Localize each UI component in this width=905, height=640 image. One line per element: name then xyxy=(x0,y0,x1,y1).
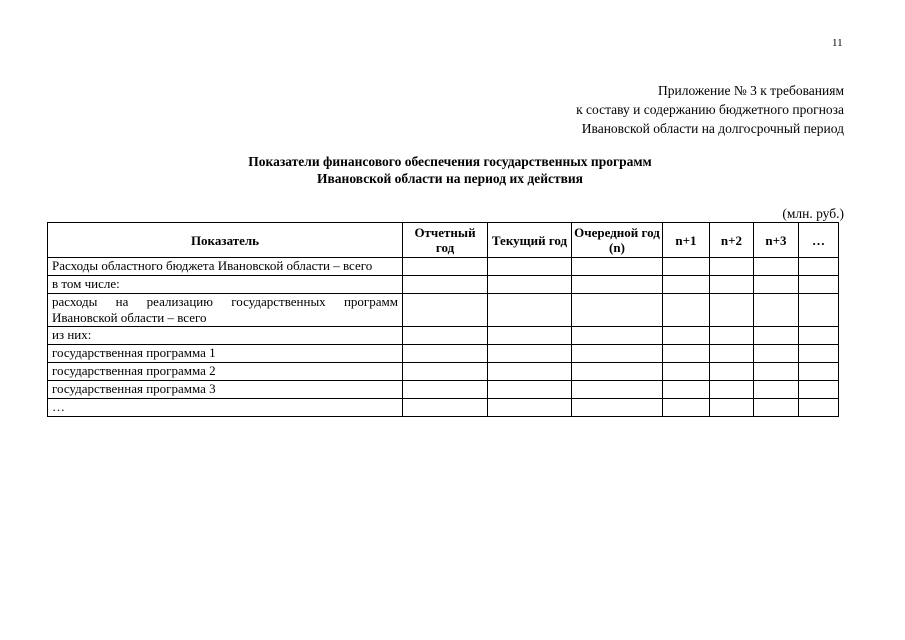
header-next-year: Очередной год (n) xyxy=(572,223,663,258)
cell xyxy=(799,294,839,327)
table-row xyxy=(48,345,839,363)
appendix-line-2: к составу и содержанию бюджетного прогноза xyxy=(576,102,844,117)
row-indicator: расходы на реализацию государственных программ Ивановской области – всего xyxy=(48,294,403,327)
table-row xyxy=(48,363,839,381)
cell xyxy=(710,399,754,417)
header-n-plus-2: n+2 xyxy=(710,223,754,258)
cell xyxy=(710,363,754,381)
table-row xyxy=(48,294,839,327)
cell xyxy=(572,294,663,327)
cell xyxy=(754,381,799,399)
cell xyxy=(754,276,799,294)
appendix-note xyxy=(444,81,844,138)
cell xyxy=(710,276,754,294)
cell xyxy=(572,258,663,276)
row-indicator: в том числе: xyxy=(48,276,403,294)
indicators-table xyxy=(47,222,839,417)
cell xyxy=(403,381,488,399)
cell xyxy=(488,399,572,417)
table-row xyxy=(48,399,839,417)
cell xyxy=(754,327,799,345)
cell xyxy=(754,345,799,363)
cell xyxy=(799,381,839,399)
cell xyxy=(663,258,710,276)
cell xyxy=(488,345,572,363)
row-indicator: государственная программа 1 xyxy=(48,345,403,363)
row-indicator: государственная программа 2 xyxy=(48,363,403,381)
title-line-2: Ивановской области на период их действия xyxy=(317,171,583,186)
cell xyxy=(488,258,572,276)
row-indicator: из них: xyxy=(48,327,403,345)
appendix-line-3: Ивановской области на долгосрочный период xyxy=(581,121,844,136)
cell xyxy=(710,381,754,399)
table-row xyxy=(48,276,839,294)
table-row xyxy=(48,327,839,345)
page-number: 11 xyxy=(832,37,843,49)
cell xyxy=(754,363,799,381)
header-etc: … xyxy=(799,223,839,258)
table-header-row xyxy=(48,223,839,258)
cell xyxy=(572,327,663,345)
cell xyxy=(572,345,663,363)
cell xyxy=(710,258,754,276)
cell xyxy=(754,399,799,417)
cell xyxy=(403,399,488,417)
cell xyxy=(403,345,488,363)
cell xyxy=(663,327,710,345)
header-n-plus-3: n+3 xyxy=(754,223,799,258)
units-label: (млн. руб.) xyxy=(782,206,844,221)
cell xyxy=(572,276,663,294)
row-indicator: … xyxy=(48,399,403,417)
header-n-plus-1: n+1 xyxy=(663,223,710,258)
title-line-1: Показатели финансового обеспечения государственных программ xyxy=(248,154,652,169)
cell xyxy=(572,399,663,417)
cell xyxy=(663,276,710,294)
table-row xyxy=(48,381,839,399)
cell xyxy=(799,276,839,294)
cell xyxy=(488,381,572,399)
cell xyxy=(663,363,710,381)
cell xyxy=(799,399,839,417)
cell xyxy=(663,399,710,417)
header-indicator: Показатель xyxy=(48,223,403,258)
cell xyxy=(663,381,710,399)
cell xyxy=(754,258,799,276)
cell xyxy=(799,345,839,363)
table-row xyxy=(48,258,839,276)
row-indicator: государственная программа 3 xyxy=(48,381,403,399)
cell xyxy=(403,327,488,345)
cell xyxy=(488,276,572,294)
document-title xyxy=(100,153,800,187)
cell xyxy=(488,327,572,345)
cell xyxy=(710,294,754,327)
cell xyxy=(488,294,572,327)
cell xyxy=(403,363,488,381)
cell xyxy=(663,294,710,327)
cell xyxy=(572,381,663,399)
header-reporting-year: Отчетный год xyxy=(403,223,488,258)
cell xyxy=(663,345,710,363)
cell xyxy=(710,327,754,345)
cell xyxy=(799,258,839,276)
cell xyxy=(572,363,663,381)
appendix-line-1: Приложение № 3 к требованиям xyxy=(658,83,844,98)
cell xyxy=(488,363,572,381)
cell xyxy=(710,345,754,363)
header-current-year: Текущий год xyxy=(488,223,572,258)
cell xyxy=(754,294,799,327)
cell xyxy=(403,258,488,276)
cell xyxy=(799,327,839,345)
cell xyxy=(403,276,488,294)
cell xyxy=(799,363,839,381)
row-indicator: Расходы областного бюджета Ивановской области – всего xyxy=(48,258,403,276)
cell xyxy=(403,294,488,327)
